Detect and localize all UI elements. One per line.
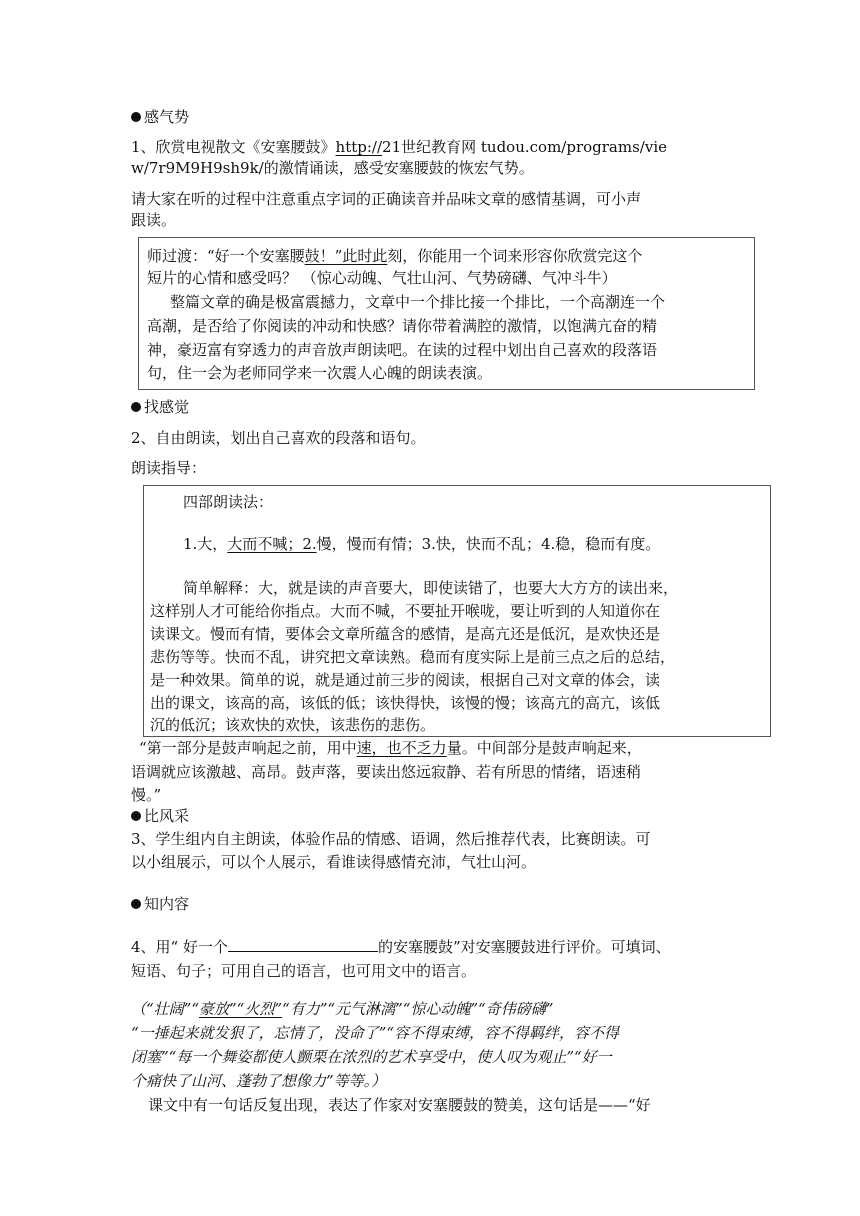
section-heading-zhao-ganjue: 找感觉: [131, 397, 189, 417]
answer-line: （“壮阔”“豪放”“火烈”“有力”“元气淋漓”“惊心动魄”“奇伟磅礴”: [131, 1000, 554, 1018]
box-line: 高潮，是否给了你阅读的冲动和快感？请你带着满腔的激情，以饱满亢奋的精: [147, 317, 658, 335]
box-title: 四部朗读法：: [183, 493, 274, 511]
paragraph-line: 短语、句子；可用自己的语言，也可用文中的语言。: [131, 962, 477, 980]
bullet-icon: [131, 112, 141, 122]
section-heading-bi-fengcai: 比风采: [131, 806, 189, 826]
paragraph-line: 以小组展示，可以个人展示，看谁读得感情充沛，气壮山河。: [131, 853, 537, 871]
box-line: 师过渡：“好一个安塞腰鼓！”此时此刻，你能用一个词来形容你欣赏完这个: [147, 247, 643, 265]
box-line: 悲伤等等。快而不乱，讲究把文章读熟。稳而有度实际上是前三点之后的总结，: [150, 648, 676, 666]
paragraph-line: 1、欣赏电视散文《安塞腰鼓》http://21世纪教育网 tudou.com/programs/vie: [131, 138, 667, 156]
paragraph-line: 朗读指导：: [131, 459, 207, 477]
section-heading-gan-qishi: 感气势: [131, 107, 189, 127]
box-line: 神，豪迈富有穿透力的声音放声朗读吧。在读的过程中划出自己喜欢的段落语: [147, 341, 658, 359]
bullet-icon: [131, 811, 141, 821]
paragraph-line: 跟读。: [131, 211, 177, 229]
paragraph-line: 4、用“ 好一个 的安塞腰鼓”对安塞腰鼓进行评价。可填词、: [131, 938, 671, 956]
box-line: 是一种效果。简单的说，就是通过前三步的阅读，根据自己对文章的体会，读: [150, 671, 661, 689]
paragraph-line: 2、自由朗读，划出自己喜欢的段落和语句。: [131, 429, 426, 447]
bullet-icon: [131, 402, 141, 412]
box-line: 句，住一会为老师同学来一次震人心魄的朗读表演。: [147, 364, 493, 382]
paragraph-line: 请大家在听的过程中注意重点字词的正确读音并品味文章的感情基调，可小声: [131, 190, 642, 208]
bullet-icon: [131, 899, 141, 909]
box-line: 读课文。慢而有情，要体会文章所蕴含的感情，是高亢还是低沉，是欢快还是: [150, 625, 661, 643]
paragraph-line: 课文中有一句话反复出现，表达了作家对安塞腰鼓的赞美，这句话是——“好: [148, 1096, 651, 1114]
box-line: 出的课文，该高的高，该低的低；该快得快，该慢的慢；该高亢的高亢，该低: [150, 694, 661, 712]
section-heading-zhi-neirong: 知内容: [131, 894, 189, 914]
box-line: 简单解释：大，就是读的声音要大，即使读错了，也要大大方方的读出来，: [183, 579, 679, 597]
box-line: 整篇文章的确是极富震撼力，文章中一个排比接一个排比，一个高潮连一个: [170, 293, 666, 311]
answer-line: “一捶起来就发狠了，忘情了，没命了”“容不得束缚，容不得羁绊，容不得: [131, 1024, 620, 1042]
video-link[interactable]: http://: [335, 138, 383, 156]
box-line: 这样别人才可能给你指点。大而不喊，不要扯开喉咙，要让听到的人知道你在: [150, 602, 661, 620]
quote-line: 语调就应该激越、高昂。鼓声落，要读出悠远寂静、若有所思的情绪，语速稍: [131, 763, 642, 781]
method-list: 1.大，大而不喊；2.慢，慢而有情；3.快，快而不乱；4.稳，稳而有度。: [183, 535, 661, 553]
answer-line: 闭塞”“每一个舞姿都使人颤栗在浓烈的艺术享受中，使人叹为观止”“好一: [131, 1048, 612, 1066]
paragraph-line: w/7r9M9H9sh9k/的激情诵读，感受安塞腰鼓的恢宏气势。: [131, 159, 534, 177]
fill-blank[interactable]: [228, 937, 378, 952]
paragraph-line: 3、学生组内自主朗读，体验作品的情感、语调，然后推荐代表，比赛朗读。可: [131, 830, 651, 848]
quote-line: “第一部分是鼓声响起之前，用中速，也不乏力量。中间部分是鼓声响起来，: [139, 739, 642, 757]
box-line: 短片的心情和感受吗？ （惊心动魄、气壮山河、气势磅礴、气冲斗牛）: [147, 269, 617, 287]
answer-line: 个痛快了山河、蓬勃了想像力”等等。）: [131, 1072, 387, 1090]
quote-line: 慢。”: [131, 786, 162, 804]
box-line: 沉的低沉；该欢快的欢快，该悲伤的悲伤。: [150, 716, 436, 734]
